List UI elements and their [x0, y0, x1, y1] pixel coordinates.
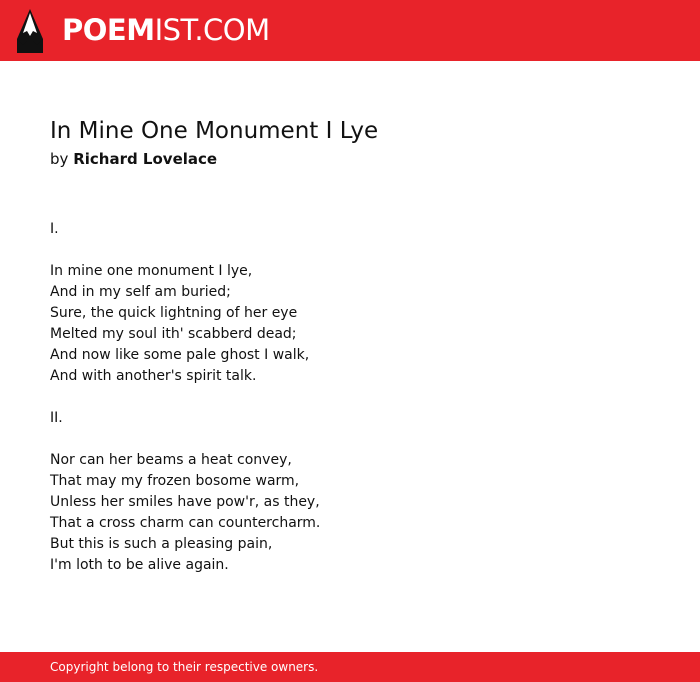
logo-text-light: IST.COM: [154, 13, 270, 47]
poem-line: Unless her smiles have pow'r, as they,: [50, 494, 320, 510]
poem-body: [50, 219, 320, 576]
stanza-gap: [50, 429, 320, 450]
poem-line: Sure, the quick lightning of her eye: [50, 305, 298, 321]
site-footer: [0, 652, 700, 682]
logo-text-bold: POEM: [62, 13, 155, 47]
copyright-text: Copyright belong to their respective owners.: [50, 660, 319, 674]
by-label: by: [50, 150, 69, 168]
stanza-numeral: II.: [50, 410, 63, 426]
stanza-gap: [50, 240, 320, 261]
poem-line: That a cross charm can countercharm.: [50, 515, 321, 531]
poem-line: Melted my soul ith' scabberd dead;: [50, 326, 297, 342]
pencil-logo-icon[interactable]: [17, 9, 43, 53]
poem-line: And in my self am buried;: [50, 284, 231, 300]
stanza-numeral: I.: [50, 221, 59, 237]
poem-line: In mine one monument I lye,: [50, 263, 253, 279]
poem-line: Nor can her beams a heat convey,: [50, 452, 292, 468]
site-logo[interactable]: [62, 12, 270, 48]
poem-author: Richard Lovelace: [73, 150, 218, 168]
poem-title: In Mine One Monument I Lye: [50, 118, 379, 144]
poem-line: And now like some pale ghost I walk,: [50, 347, 310, 363]
poem-byline: [50, 149, 217, 169]
poem-line: But this is such a pleasing pain,: [50, 536, 273, 552]
stanza-gap: [50, 387, 320, 408]
site-header: [0, 0, 700, 61]
poem-line: That may my frozen bosome warm,: [50, 473, 300, 489]
poem-line: I'm loth to be alive again.: [50, 557, 229, 573]
poem-line: And with another's spirit talk.: [50, 368, 257, 384]
